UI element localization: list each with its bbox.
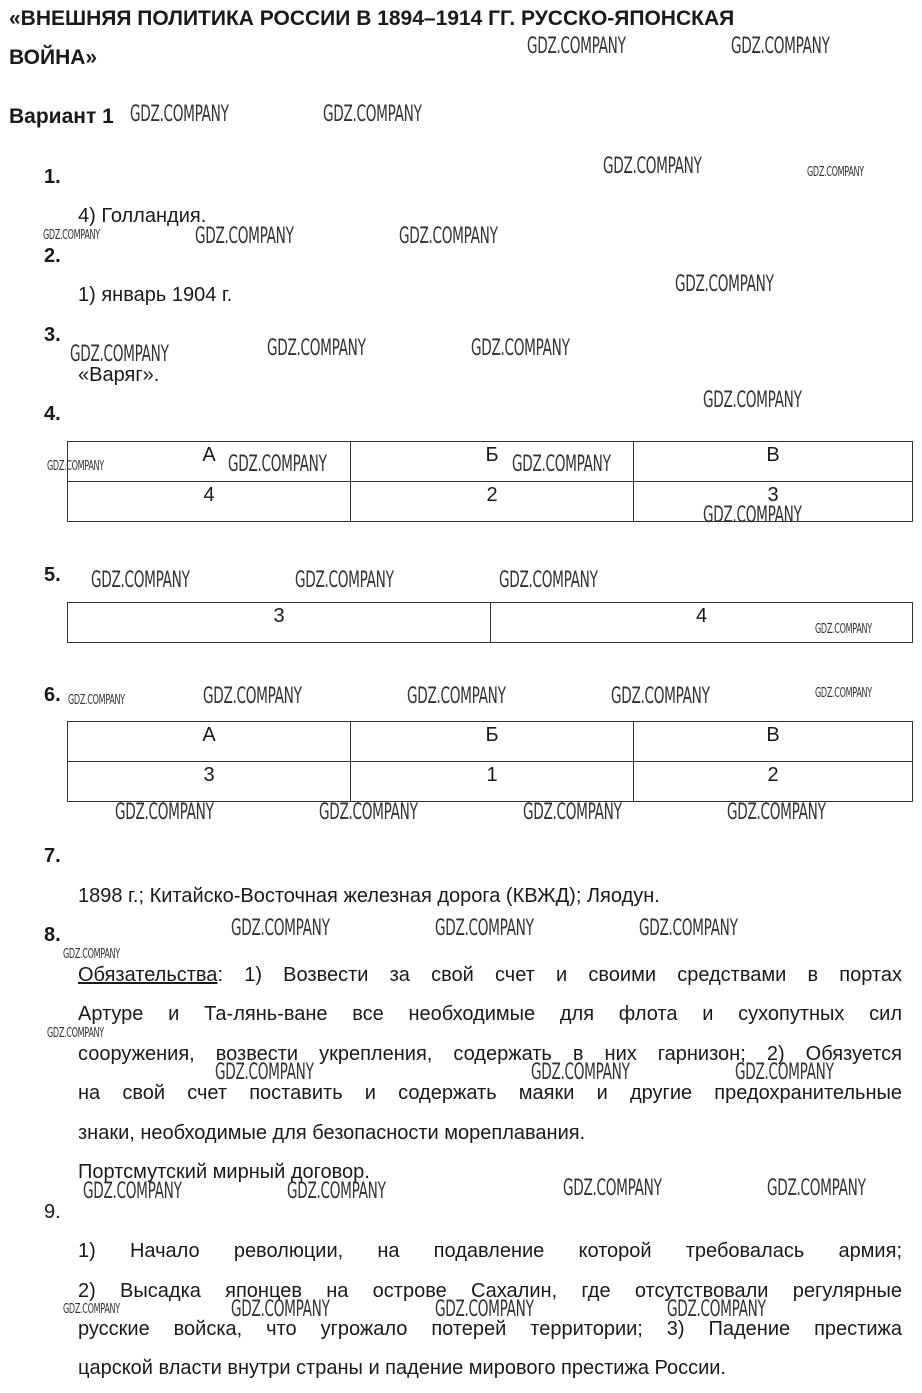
q8-line-3: сооружения, возвести укрепления, содержать в них гарнизон; 2) Обязуется	[78, 1043, 902, 1065]
table-row	[68, 603, 913, 643]
table-cell	[351, 762, 634, 802]
q2-number: 2.	[44, 245, 61, 267]
watermark: GDZ.COMPANY	[287, 1179, 386, 1204]
q3-number: 3.	[44, 324, 61, 346]
table-header-text: В	[766, 724, 780, 746]
watermark: GDZ.COMPANY	[731, 34, 830, 59]
watermark: GDZ.COMPANY	[203, 684, 302, 709]
table-cell	[68, 762, 351, 802]
watermark: GDZ.COMPANY	[43, 228, 100, 243]
title-line-1: «ВНЕШНЯЯ ПОЛИТИКА РОССИИ В 1894–1914 ГГ. РУССКО-ЯПОНСКАЯ	[9, 7, 735, 30]
watermark: GDZ.COMPANY	[675, 272, 774, 297]
watermark: GDZ.COMPANY	[83, 1179, 182, 1204]
watermark: GDZ.COMPANY	[231, 1297, 330, 1322]
table-row	[68, 442, 913, 482]
table-header	[634, 722, 913, 762]
watermark: GDZ.COMPANY	[115, 800, 214, 825]
q9-line-4: царской власти внутри страны и падение мирового престижа России.	[78, 1357, 726, 1379]
watermark: GDZ.COMPANY	[815, 622, 872, 637]
watermark: GDZ.COMPANY	[767, 1176, 866, 1201]
watermark: GDZ.COMPANY	[435, 916, 534, 941]
q9-line-1: 1) Начало революции, на подавление которой требовалась армия;	[78, 1240, 902, 1262]
watermark: GDZ.COMPANY	[807, 165, 864, 180]
q4-number: 4.	[44, 403, 61, 425]
q1-number: 1.	[44, 166, 61, 188]
table-header	[634, 442, 913, 482]
watermark: GDZ.COMPANY	[91, 568, 190, 593]
q8-line-1-text: : 1) Возвести за свой счет и своими средствами в портах	[217, 964, 902, 986]
watermark: GDZ.COMPANY	[47, 459, 104, 474]
table-row	[68, 722, 913, 762]
table-cell	[351, 482, 634, 522]
watermark: GDZ.COMPANY	[531, 1060, 630, 1085]
title-line-2: ВОЙНА»	[9, 46, 98, 69]
watermark: GDZ.COMPANY	[407, 684, 506, 709]
q8-line-2: Артуре и Та-лянь-ване все необходимые для флота и сухопутных сил	[78, 1003, 902, 1025]
table-header	[68, 722, 351, 762]
q8-line-1	[78, 963, 902, 987]
watermark: GDZ.COMPANY	[523, 800, 622, 825]
table-cell-text: 1	[486, 764, 498, 786]
table-cell	[68, 482, 351, 522]
table-cell-text: 3	[203, 764, 215, 786]
table-header-text: А	[202, 444, 216, 466]
watermark: GDZ.COMPANY	[527, 34, 626, 59]
table-cell-text: 4	[203, 484, 215, 506]
watermark: GDZ.COMPANY	[611, 684, 710, 709]
q8-number: 8.	[44, 924, 61, 946]
q6-table	[67, 721, 913, 802]
watermark: GDZ.COMPANY	[435, 1297, 534, 1322]
watermark: GDZ.COMPANY	[231, 916, 330, 941]
watermark: GDZ.COMPANY	[512, 452, 611, 477]
table-header-text: В	[766, 444, 780, 466]
watermark: GDZ.COMPANY	[295, 568, 394, 593]
watermark: GDZ.COMPANY	[267, 336, 366, 361]
table-header-text: А	[202, 724, 216, 746]
watermark: GDZ.COMPANY	[63, 947, 120, 962]
table-header	[351, 722, 634, 762]
watermark: GDZ.COMPANY	[195, 224, 294, 249]
watermark: GDZ.COMPANY	[399, 224, 498, 249]
table-cell-text: 2	[486, 484, 498, 506]
watermark: GDZ.COMPANY	[319, 800, 418, 825]
watermark: GDZ.COMPANY	[47, 1026, 104, 1041]
watermark: GDZ.COMPANY	[563, 1176, 662, 1201]
q5-number: 5.	[44, 564, 61, 586]
table-row	[68, 762, 913, 802]
watermark: GDZ.COMPANY	[639, 916, 738, 941]
watermark: GDZ.COMPANY	[471, 336, 570, 361]
table-header-text: Б	[485, 444, 499, 466]
watermark: GDZ.COMPANY	[499, 568, 598, 593]
watermark: GDZ.COMPANY	[228, 452, 327, 477]
q3-answer: «Варяг».	[78, 364, 160, 386]
q8-label: Обязательства	[78, 964, 218, 986]
table-cell	[634, 762, 913, 802]
watermark: GDZ.COMPANY	[63, 1302, 120, 1317]
watermark: GDZ.COMPANY	[68, 693, 125, 708]
q6-number: 6.	[44, 684, 61, 706]
table-header-text: Б	[485, 724, 499, 746]
q8-treaty: Портсмутский мирный договор.	[78, 1161, 370, 1183]
q7-answer: 1898 г.; Китайско-Восточная железная дорога (КВЖД); Ляодун.	[78, 885, 660, 907]
q1-answer: 4) Голландия.	[78, 205, 207, 227]
watermark: GDZ.COMPANY	[815, 686, 872, 701]
watermark: GDZ.COMPANY	[667, 1297, 766, 1322]
table-cell-text: 3	[767, 484, 779, 506]
watermark: GDZ.COMPANY	[735, 1060, 834, 1085]
q8-line-5: знаки, необходимые для безопасности мореплавания.	[78, 1122, 586, 1144]
watermark: GDZ.COMPANY	[323, 102, 422, 127]
table-cell-text: 3	[273, 605, 285, 627]
q8-line-4: на свой счет поставить и содержать маяки и другие предохранительные	[78, 1082, 902, 1104]
watermark: GDZ.COMPANY	[703, 388, 802, 413]
q9-number: 9.	[44, 1201, 61, 1223]
q9-line-2: 2) Высадка японцев на острове Сахалин, где отсутствовали регулярные	[78, 1280, 902, 1302]
watermark: GDZ.COMPANY	[130, 102, 229, 127]
table-cell	[68, 603, 491, 643]
q2-answer: 1) январь 1904 г.	[78, 284, 233, 306]
watermark: GDZ.COMPANY	[603, 154, 702, 179]
watermark: GDZ.COMPANY	[70, 342, 169, 367]
table-cell-text: 2	[767, 764, 779, 786]
q7-number: 7.	[44, 845, 61, 867]
watermark: GDZ.COMPANY	[727, 800, 826, 825]
variant-label: Вариант 1	[9, 105, 114, 128]
q9-line-3: русские войска, что угрожало потерей территории; 3) Падение престижа	[78, 1318, 902, 1340]
watermark: GDZ.COMPANY	[215, 1060, 314, 1085]
q5-table	[67, 602, 913, 643]
table-cell-text: 4	[695, 605, 708, 627]
watermark: GDZ.COMPANY	[703, 503, 802, 528]
